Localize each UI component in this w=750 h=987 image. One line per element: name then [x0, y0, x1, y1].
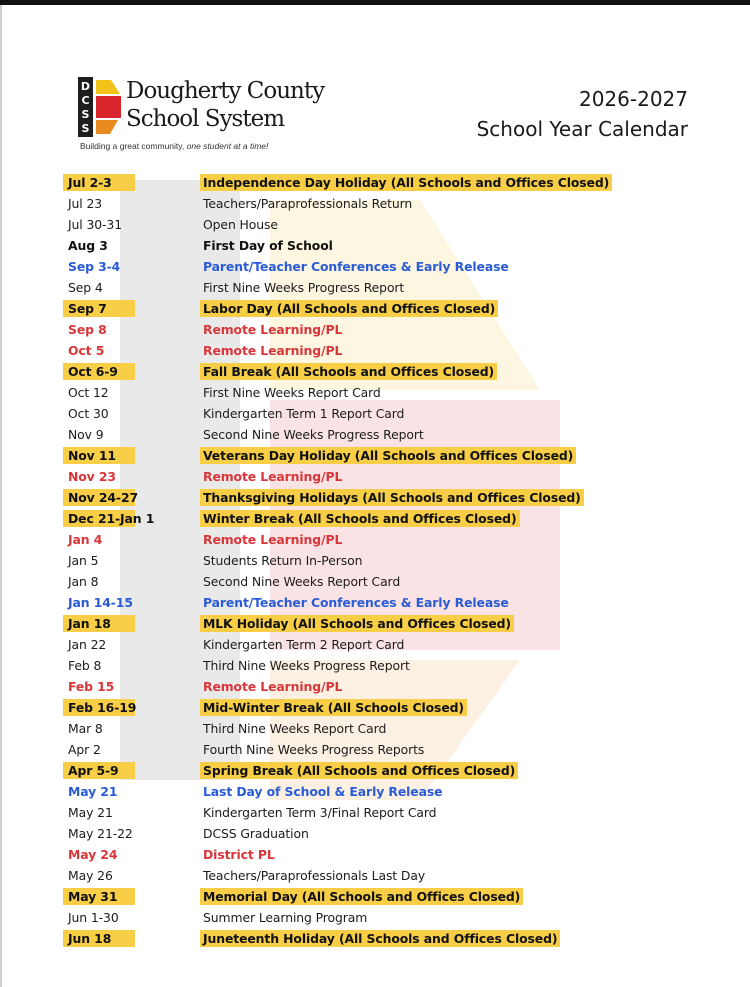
calendar-row: [63, 781, 683, 802]
calendar-row: [63, 487, 683, 508]
event-description: Remote Learning/PL: [203, 343, 343, 358]
calendar-row: [63, 676, 683, 697]
event-description: Kindergarten Term 2 Report Card: [203, 637, 405, 652]
event-date: Feb 15: [68, 679, 115, 694]
event-date: Jan 14-15: [68, 595, 133, 610]
event-description: Third Nine Weeks Progress Report: [203, 658, 410, 673]
calendar-row: [63, 508, 683, 529]
event-date: Jul 23: [68, 196, 103, 211]
event-date: Apr 2: [68, 742, 101, 757]
event-description: Kindergarten Term 3/Final Report Card: [203, 805, 437, 820]
badge-letter: D: [80, 80, 91, 93]
calendar-row: [63, 550, 683, 571]
event-description: Juneteenth Holiday (All Schools and Offices Closed): [203, 931, 558, 946]
calendar-row: [63, 319, 683, 340]
calendar-row: [63, 361, 683, 382]
event-date: Jul 30-31: [68, 217, 122, 232]
calendar-row: [63, 886, 683, 907]
event-date: Jul 2-3: [68, 175, 112, 190]
event-date: Apr 5-9: [68, 763, 119, 778]
event-description: Last Day of School & Early Release: [203, 784, 443, 799]
calendar-row: [63, 466, 683, 487]
event-description: Teachers/Paraprofessionals Return: [203, 196, 413, 211]
event-description: Kindergarten Term 1 Report Card: [203, 406, 405, 421]
event-description: Third Nine Weeks Report Card: [203, 721, 387, 736]
event-date: Jan 5: [68, 553, 99, 568]
calendar-row: [63, 571, 683, 592]
event-date: Jan 8: [68, 574, 99, 589]
event-date: May 24: [68, 847, 118, 862]
event-description: Independence Day Holiday (All Schools and Offices Closed): [203, 175, 610, 190]
calendar-row: [63, 340, 683, 361]
tagline-italic: one student at a time!: [186, 141, 269, 151]
calendar-row: [63, 424, 683, 445]
event-description: First Nine Weeks Report Card: [203, 385, 381, 400]
calendar-row: [63, 277, 683, 298]
event-date: May 21: [68, 784, 118, 799]
tagline: [80, 141, 268, 151]
calendar-row: [63, 655, 683, 676]
event-date: Nov 11: [68, 448, 116, 463]
calendar-row: [63, 298, 683, 319]
event-description: Memorial Day (All Schools and Offices Closed): [203, 889, 521, 904]
event-description: Remote Learning/PL: [203, 679, 343, 694]
logo-text-line2: School System: [126, 106, 285, 132]
calendar-row: [63, 718, 683, 739]
calendar-row: [63, 865, 683, 886]
event-description: Thanksgiving Holidays (All Schools and Offices Closed): [203, 490, 581, 505]
district-logo: [78, 77, 338, 155]
calendar-row: [63, 172, 683, 193]
calendar-row: [63, 529, 683, 550]
calendar-row: [63, 193, 683, 214]
event-date: Sep 3-4: [68, 259, 121, 274]
event-date: Sep 8: [68, 322, 107, 337]
calendar-row: [63, 214, 683, 235]
calendar-row: [63, 403, 683, 424]
calendar-row: [63, 760, 683, 781]
event-date: Sep 7: [68, 301, 107, 316]
event-description: Parent/Teacher Conferences & Early Release: [203, 259, 509, 274]
event-description: Remote Learning/PL: [203, 469, 343, 484]
event-date: Oct 30: [68, 406, 109, 421]
calendar-event-list: [63, 172, 683, 949]
event-description: Parent/Teacher Conferences & Early Release: [203, 595, 509, 610]
event-description: Winter Break (All Schools and Offices Closed): [203, 511, 517, 526]
event-date: Dec 21-Jan 1: [68, 511, 155, 526]
event-date: Sep 4: [68, 280, 103, 295]
event-date: Oct 12: [68, 385, 109, 400]
top-border: [0, 0, 750, 5]
event-description: Fourth Nine Weeks Progress Reports: [203, 742, 425, 757]
event-date: May 21-22: [68, 826, 133, 841]
event-description: Second Nine Weeks Report Card: [203, 574, 401, 589]
event-description: First Day of School: [203, 238, 333, 253]
calendar-row: [63, 592, 683, 613]
page-edge: [0, 5, 2, 987]
calendar-row: [63, 445, 683, 466]
calendar-row: [63, 823, 683, 844]
dcss-badge-icon: [78, 77, 122, 137]
event-date: Nov 9: [68, 427, 104, 442]
event-description: MLK Holiday (All Schools and Offices Closed): [203, 616, 511, 631]
badge-letter: S: [81, 108, 90, 121]
event-description: Spring Break (All Schools and Offices Closed): [203, 763, 516, 778]
event-date: Mar 8: [68, 721, 103, 736]
event-date: May 31: [68, 889, 118, 904]
calendar-row: [63, 235, 683, 256]
event-description: Labor Day (All Schools and Offices Closed): [203, 301, 496, 316]
event-date: Jun 18: [68, 931, 112, 946]
calendar-row: [63, 613, 683, 634]
event-date: Jun 1-30: [68, 910, 119, 925]
calendar-row: [63, 256, 683, 277]
tagline-start: Building a great community,: [80, 141, 187, 151]
event-date: Feb 8: [68, 658, 102, 673]
badge-letter: S: [81, 122, 90, 135]
event-description: DCSS Graduation: [203, 826, 309, 841]
calendar-row: [63, 697, 683, 718]
event-description: Veterans Day Holiday (All Schools and Offices Closed): [203, 448, 574, 463]
calendar-row: [63, 844, 683, 865]
calendar-row: [63, 802, 683, 823]
event-description: District PL: [203, 847, 275, 862]
school-year: 2026-2027: [578, 87, 688, 111]
event-description: Remote Learning/PL: [203, 322, 343, 337]
calendar-row: [63, 928, 683, 949]
event-date: Jan 4: [68, 532, 103, 547]
event-date: May 21: [68, 805, 113, 820]
event-description: Teachers/Paraprofessionals Last Day: [203, 868, 426, 883]
event-date: Aug 3: [68, 238, 108, 253]
event-date: Nov 24-27: [68, 490, 139, 505]
event-description: Summer Learning Program: [203, 910, 368, 925]
event-date: Oct 6-9: [68, 364, 118, 379]
event-description: Mid-Winter Break (All Schools Closed): [203, 700, 464, 715]
event-date: Feb 16-19: [68, 700, 137, 715]
event-description: Fall Break (All Schools and Offices Closed): [203, 364, 495, 379]
event-date: Jan 22: [68, 637, 107, 652]
calendar-row: [63, 634, 683, 655]
event-description: Students Return In-Person: [203, 553, 363, 568]
event-description: Second Nine Weeks Progress Report: [203, 427, 424, 442]
event-date: Jan 18: [68, 616, 111, 631]
event-description: Open House: [203, 217, 278, 232]
event-date: Oct 5: [68, 343, 105, 358]
calendar-row: [63, 739, 683, 760]
event-description: First Nine Weeks Progress Report: [203, 280, 405, 295]
calendar-row: [63, 382, 683, 403]
badge-letter: C: [81, 94, 90, 107]
calendar-row: [63, 907, 683, 928]
event-date: Nov 23: [68, 469, 116, 484]
logo-text-line1: Dougherty County: [126, 78, 325, 104]
calendar-title: School Year Calendar: [476, 117, 688, 141]
event-description: Remote Learning/PL: [203, 532, 343, 547]
event-date: May 26: [68, 868, 113, 883]
